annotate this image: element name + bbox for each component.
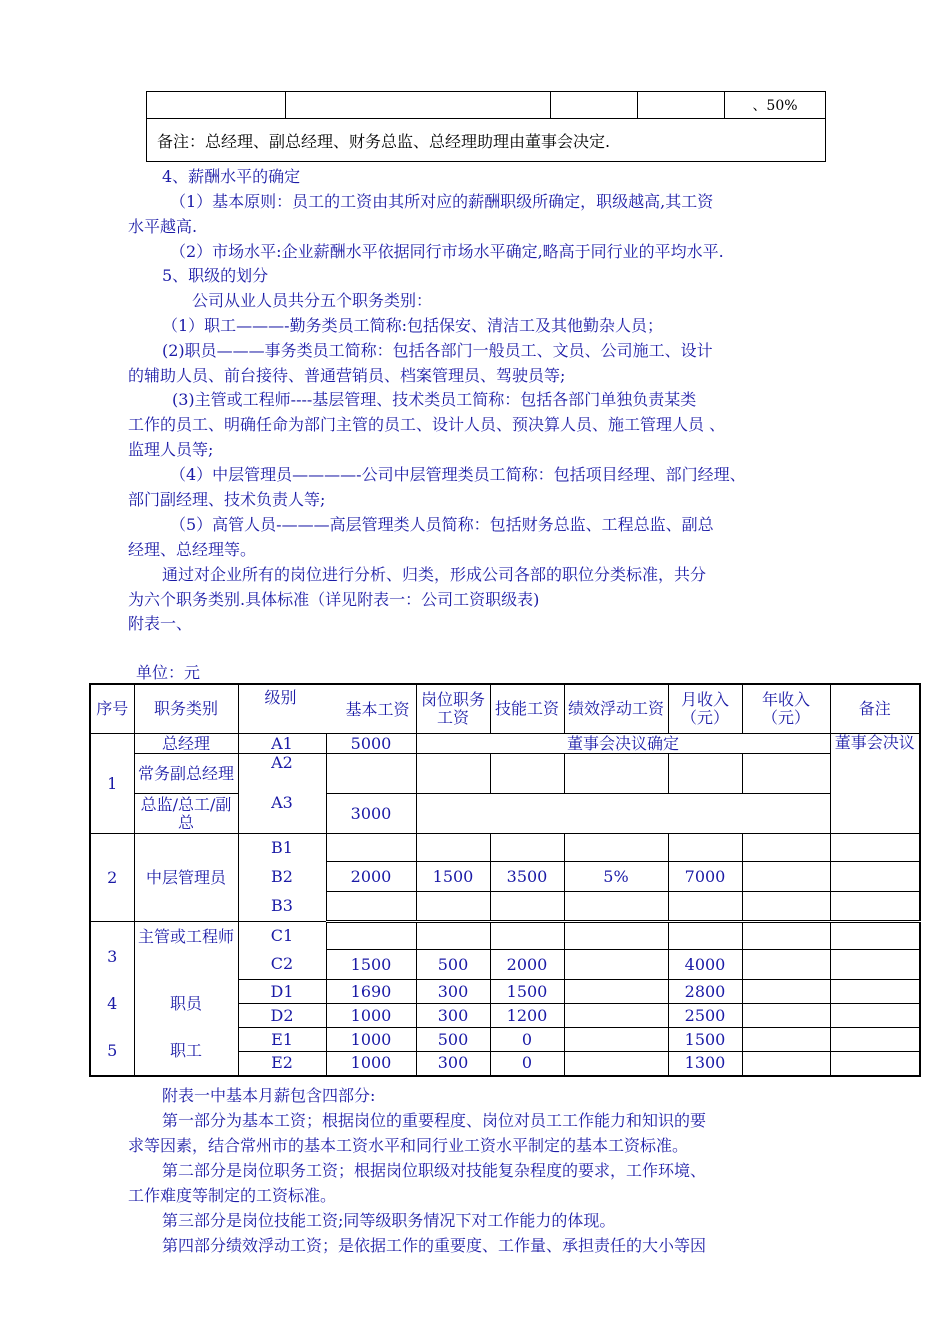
paragraph: 第三部分是岗位技能工资;同等级职务情况下对工作能力的体现。 [162,1211,616,1230]
skill-cell [490,922,564,950]
paragraph: （2）市场水平:企业薪酬水平依据同行市场水平确定,略高于同行业的平均水平. [170,242,724,261]
paragraph: 第一部分为基本工资；根据岗位的重要程度、岗位对员工工作能力和知识的要 [162,1111,707,1130]
skill-cell: 1500 [490,980,564,1004]
paragraph: 经理、总经理等。 [128,540,257,559]
remark-cell [830,892,920,922]
paragraph: 公司从业人员共分五个职务类别： [192,291,433,310]
seq-cell: 1 [90,734,134,834]
basic-cell [326,834,416,862]
salary-grade-table [89,683,921,1077]
skill-cell [490,834,564,862]
post-cell: 500 [416,950,490,980]
skill-cell: 2000 [490,950,564,980]
level-cell: D2 [238,1004,326,1028]
paragraph: 为六个职务类别.具体标准（详见附表一：公司工资职级表) [128,590,540,609]
table-cell [551,92,638,119]
post-cell [416,794,490,834]
post-cell: 300 [416,1004,490,1028]
monthly-cell [668,834,742,862]
merged-note-cell: 董事会决议确定 [416,734,830,754]
skill-cell: 3500 [490,862,564,892]
level-cell: C1 [238,922,326,950]
basic-cell [326,892,416,922]
header-level: 级别 [264,688,297,707]
perf-cell [564,950,668,980]
level-cell: E1 [238,1028,326,1052]
table-cell-percent: 、50% [725,92,826,119]
level-cell: B3 [238,892,326,922]
paragraph: 工作的员工、明确任命为部门主管的员工、设计人员、预决算人员、施工管理人员 、 [128,415,726,434]
annual-cell [742,862,830,892]
basic-cell: 1000 [326,1052,416,1076]
header-basic: 基本工资 [345,700,410,719]
top-table-row [147,92,826,119]
monthly-cell: 7000 [668,862,742,892]
annual-cell [742,1004,830,1028]
header-level-basic [238,684,416,734]
table-row [90,754,920,794]
paragraph: 水平越高. [128,217,198,236]
annual-cell [742,794,830,834]
remark-cell [830,834,920,862]
top-table-remark-row [147,119,826,162]
category-cell: 职工 [134,1028,238,1076]
table-cell [638,92,725,119]
perf-cell [564,754,668,794]
paragraph: 的辅助人员、前台接待、普通营销员、档案管理员、驾驶员等; [128,366,566,385]
category-cell: 总监/总工/副总 [134,794,238,834]
paragraph: (3)主管或工程师----基层管理、技术类员工简称：包括各部门单独负责某类 [172,390,697,409]
monthly-cell: 4000 [668,950,742,980]
basic-cell [326,922,416,950]
annual-cell [742,1028,830,1052]
paragraph: 部门副经理、技术负责人等; [128,490,326,509]
header-skill: 技能工资 [490,684,564,734]
paragraph: 附表一中基本月薪包含四部分: [162,1086,376,1105]
paragraph: （5）高管人员-———高层管理类人员简称：包括财务总监、工程总监、副总 [170,515,714,534]
monthly-cell: 1300 [668,1052,742,1076]
perf-cell: 5% [564,862,668,892]
remark-cell [830,980,920,1004]
section-4-title: 4、薪酬水平的确定 [162,167,301,186]
paragraph: （1）基本原则：员工的工资由其所对应的薪酬职级所确定，职级越高,其工资 [170,192,714,211]
unit-label: 单位：元 [136,663,201,682]
paragraph: （1）职工———-勤务类员工简称:包括保安、清洁工及其他勤杂人员； [162,316,663,335]
remark-cell [830,950,920,980]
basic-cell: 1000 [326,1028,416,1052]
annual-cell [742,1052,830,1076]
basic-cell: 1000 [326,1004,416,1028]
level-cell: B1 [238,834,326,862]
table-row [90,980,920,1004]
annual-cell [742,834,830,862]
perf-cell [564,980,668,1004]
remark-cell [830,1004,920,1028]
paragraph: 求等因素，结合常州市的基本工资水平和同行业工资水平制定的基本工资标准。 [128,1136,689,1155]
post-cell: 500 [416,1028,490,1052]
basic-cell: 3000 [326,794,416,834]
table-row [90,834,920,862]
header-category: 职务类别 [134,684,238,734]
table-row [90,1028,920,1052]
paragraph: （4）中层管理员————-公司中层管理类员工简称：包括项目经理、部门经理、 [170,465,746,484]
perf-cell [564,1052,668,1076]
header-seq: 序号 [90,684,134,734]
monthly-cell [668,754,742,794]
post-cell: 1500 [416,862,490,892]
category-cell: 中层管理员 [134,834,238,922]
remark-cell: 董事会决议 [830,734,920,834]
post-cell [416,892,490,922]
category-cell: 常务副总经理 [134,754,238,794]
table-row [90,734,920,754]
skill-cell [490,794,564,834]
monthly-cell: 1500 [668,1028,742,1052]
level-cell: C2 [238,950,326,980]
annual-cell [742,922,830,950]
header-remark: 备注 [830,684,920,734]
monthly-cell [668,794,742,834]
monthly-cell [668,922,742,950]
category-cell: 职员 [134,980,238,1028]
skill-cell [490,892,564,922]
perf-cell [564,1004,668,1028]
seq-cell: 5 [90,1028,134,1076]
header-post: 岗位职务工资 [416,684,490,734]
category-cell: 主管或工程师 [134,922,238,980]
level-cell: A1 [238,734,326,754]
monthly-cell: 2500 [668,1004,742,1028]
paragraph: 监理人员等; [128,440,214,459]
post-cell: 300 [416,980,490,1004]
level-cell: A3 [238,794,326,834]
remark-cell [830,1052,920,1076]
header-annual: 年收入（元） [742,684,830,734]
basic-cell: 5000 [326,734,416,754]
perf-cell [564,1028,668,1052]
skill-cell [490,754,564,794]
post-cell [416,754,490,794]
table-cell [286,92,551,119]
seq-cell: 2 [90,834,134,922]
paragraph: 第四部分绩效浮动工资；是依据工作的重要度、工作量、承担责任的大小等因 [162,1236,707,1255]
monthly-cell [668,892,742,922]
category-cell: 总经理 [134,734,238,754]
remark-cell [830,1028,920,1052]
table-header-row [90,684,920,734]
annual-cell [742,980,830,1004]
table-cell [147,92,286,119]
basic-cell [326,754,416,794]
remark-cell [830,862,920,892]
perf-cell [564,834,668,862]
annual-cell [742,754,830,794]
skill-cell: 0 [490,1028,564,1052]
post-cell [416,834,490,862]
annual-cell [742,950,830,980]
basic-cell: 1500 [326,950,416,980]
level-cell: E2 [238,1052,326,1076]
level-cell: D1 [238,980,326,1004]
basic-cell: 2000 [326,862,416,892]
basic-cell: 1690 [326,980,416,1004]
header-monthly: 月收入（元） [668,684,742,734]
skill-cell: 0 [490,1052,564,1076]
paragraph: 工作难度等制定的工资标准。 [128,1186,337,1205]
level-cell: B2 [238,862,326,892]
post-cell [416,922,490,950]
level-cell: A2 [238,754,326,794]
monthly-cell: 2800 [668,980,742,1004]
post-cell: 300 [416,1052,490,1076]
paragraph: 第二部分是岗位职务工资；根据岗位职级对技能复杂程度的要求，工作环境、 [162,1161,707,1180]
appendix-label: 附表一、 [128,614,193,633]
perf-cell [564,892,668,922]
perf-cell [564,794,668,834]
paragraph: (2)职员———事务类员工简称：包括各部门一般员工、文员、公司施工、设计 [162,341,713,360]
remark-text: 备注：总经理、副总经理、财务总监、总经理助理由董事会决定. [147,119,826,162]
header-perf: 绩效浮动工资 [564,684,668,734]
table-row [90,922,920,950]
perf-cell [564,922,668,950]
seq-cell: 3 [90,922,134,980]
annual-cell [742,892,830,922]
top-fragment-table [146,91,826,162]
skill-cell: 1200 [490,1004,564,1028]
section-5-title: 5、职级的划分 [162,266,269,285]
paragraph: 通过对企业所有的岗位进行分析、归类，形成公司各部的职位分类标准，共分 [162,565,707,584]
seq-cell: 4 [90,980,134,1028]
table-row [90,794,920,834]
remark-cell [830,922,920,950]
